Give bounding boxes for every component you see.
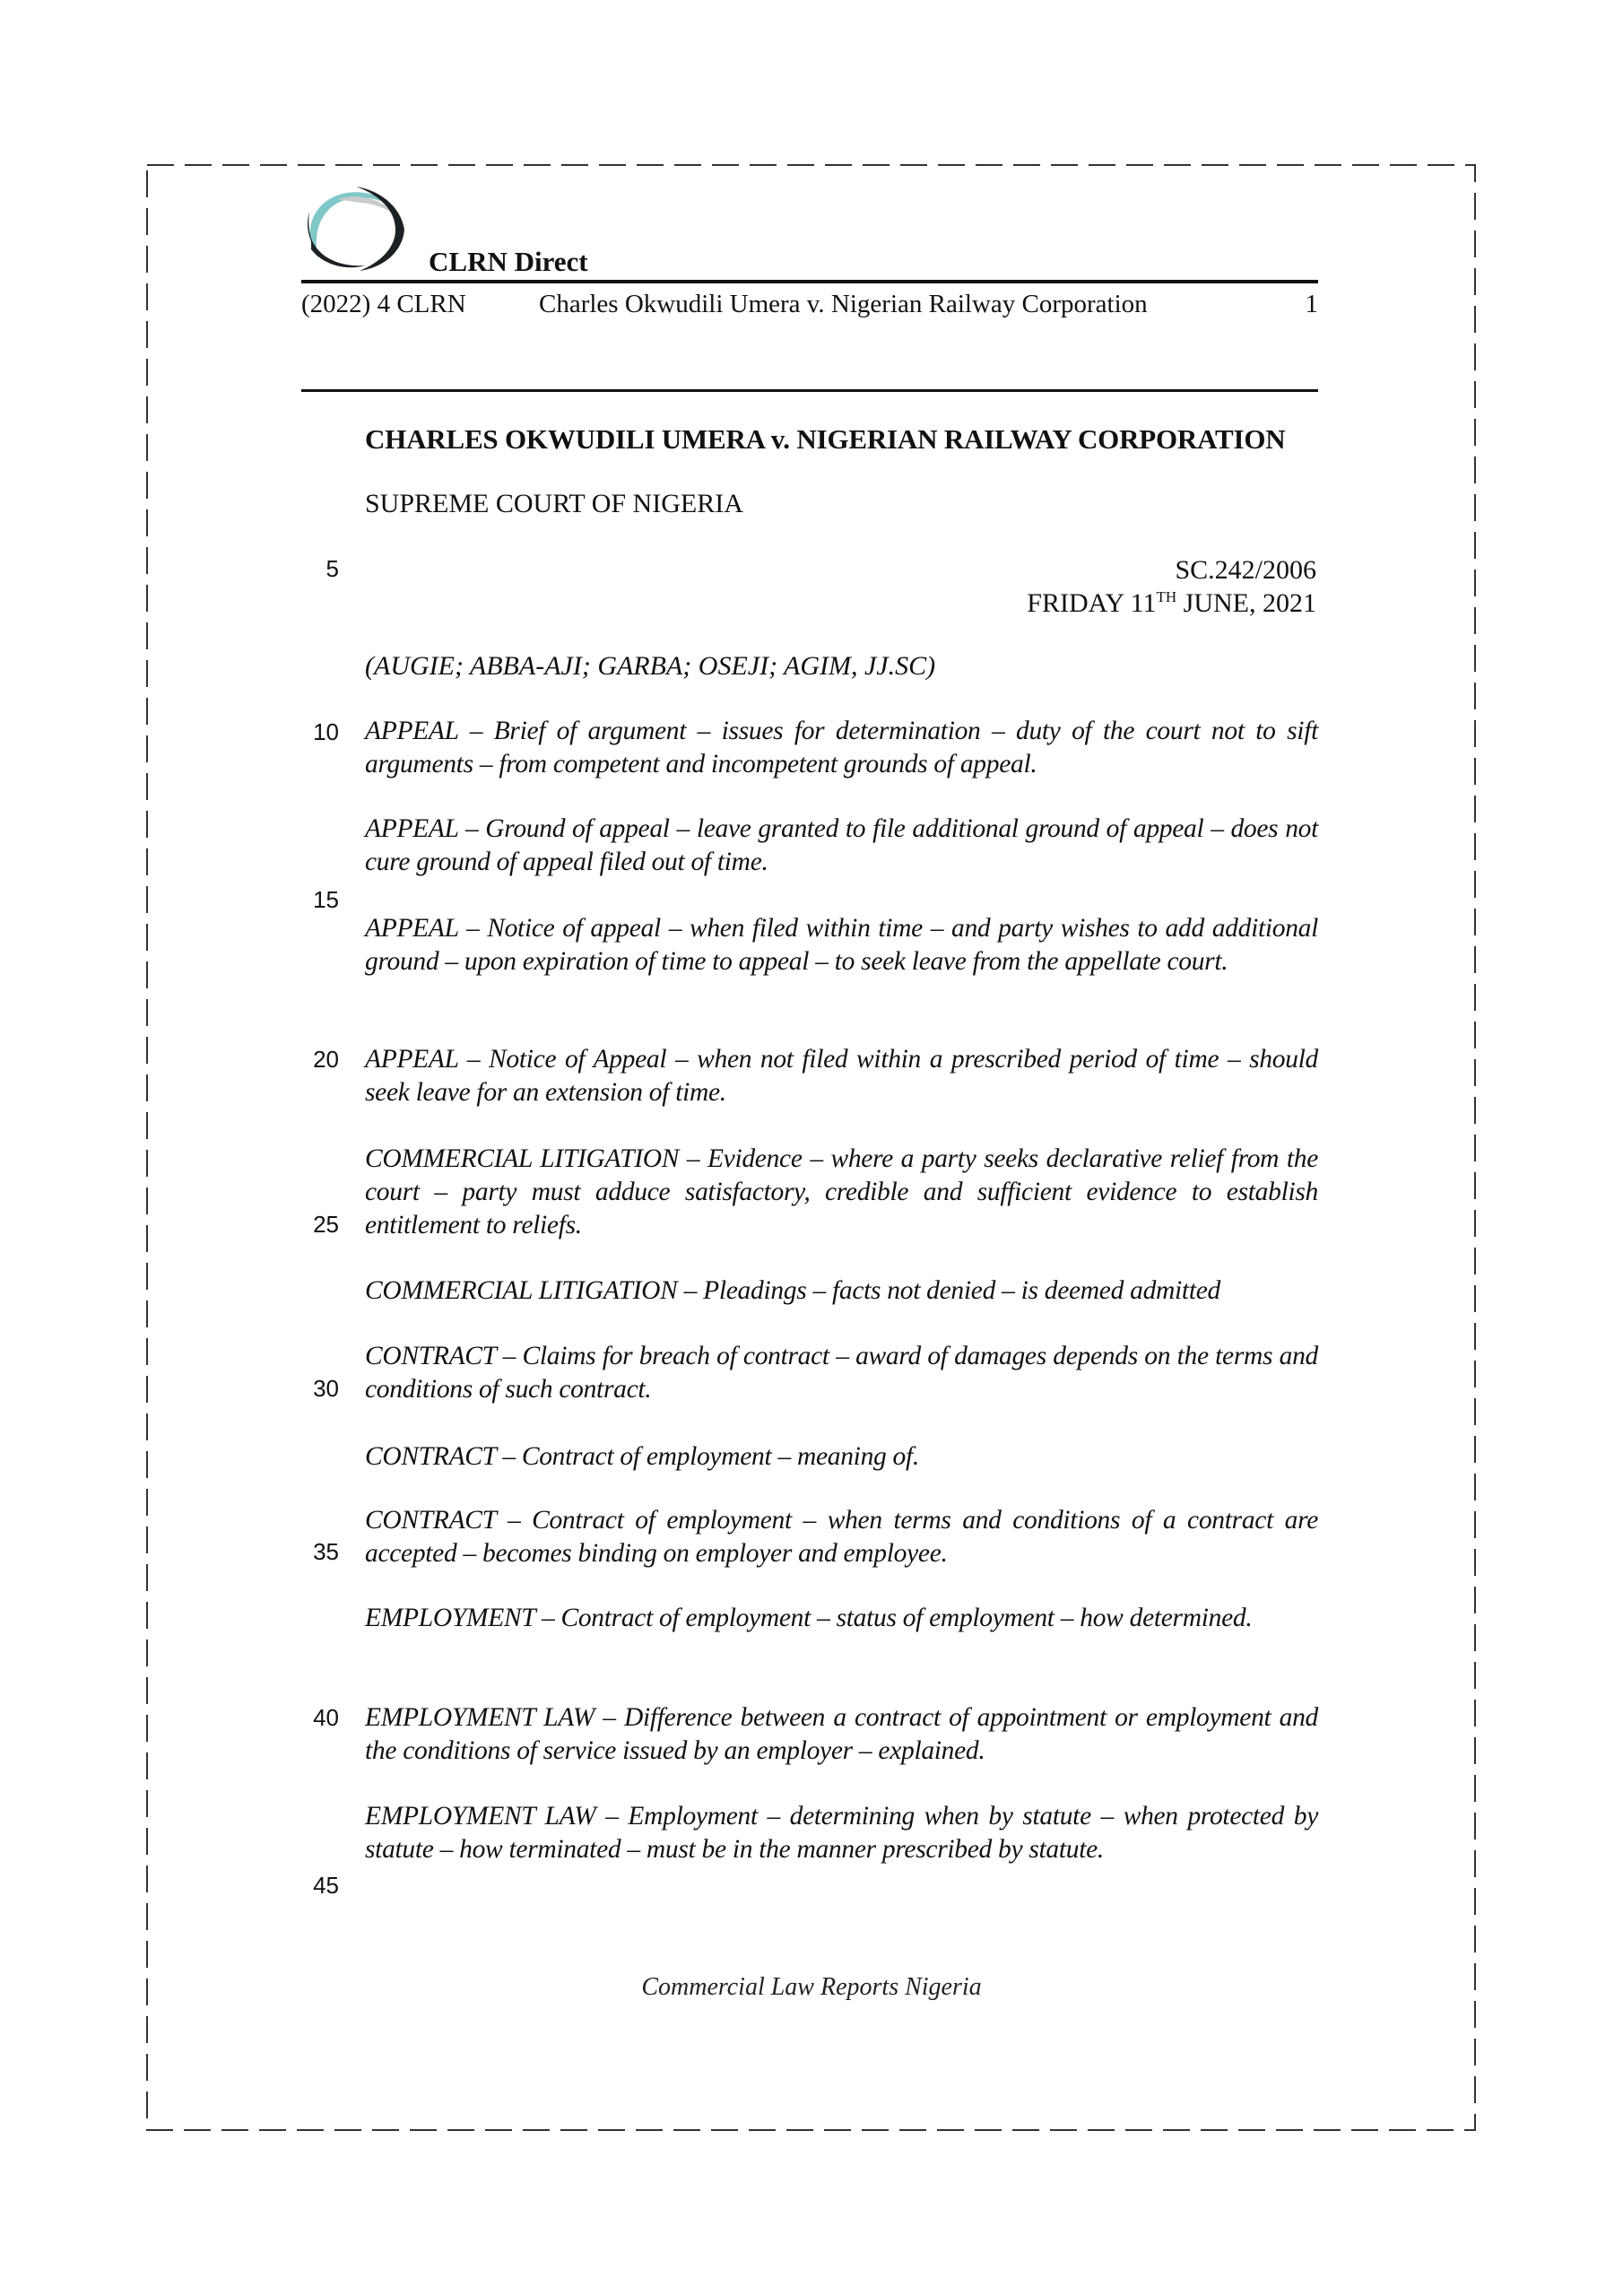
line-number: 35: [313, 1538, 339, 1565]
catchword-paragraph: APPEAL – Ground of appeal – leave granted to file additional ground of appeal – does not cure ground of appeal filed out of time.: [365, 814, 1318, 876]
report-citation: (2022) 4 CLRN: [301, 290, 466, 318]
catchword-paragraph: APPEAL – Notice of appeal – when filed within time – and party wishes to add additional ground – upon expiration of time to appeal – to seek leave from the appellate court.: [365, 914, 1318, 976]
catchword-paragraph: EMPLOYMENT – Contract of employment – status of employment – how determined.: [365, 1604, 1253, 1632]
catchword-paragraph: APPEAL – Brief of argument – issues for determination – duty of the court not to sift arguments – from competent and incompetent grounds of appeal.: [365, 717, 1318, 778]
line-number: 5: [325, 555, 339, 582]
brand-name: CLRN Direct: [429, 246, 588, 277]
section-rule: [301, 389, 1318, 392]
clrn-logo-icon: [302, 185, 408, 274]
catchword-paragraph: CONTRACT – Claims for breach of contract – award of damages depends on the terms and conditions of such contract.: [365, 1342, 1318, 1404]
case-meta: [1027, 553, 1316, 620]
running-head-case-title: Charles Okwudili Umera v. Nigerian Railway Corporation: [539, 290, 1148, 318]
date-day: FRIDAY 11: [1027, 588, 1157, 618]
case-title: CHARLES OKWUDILI UMERA v. NIGERIAN RAILWAY CORPORATION: [365, 423, 1286, 455]
catchword-paragraph: COMMERCIAL LITIGATION – Pleadings – facts not denied – is deemed admitted: [365, 1276, 1220, 1305]
suit-number: SC.242/2006: [1175, 555, 1316, 585]
line-number: 15: [313, 886, 339, 913]
judgment-date: [1027, 587, 1316, 620]
date-ordinal: TH: [1156, 588, 1177, 605]
catchword-paragraph: EMPLOYMENT LAW – Difference between a contract of appointment or employment and the conditions of service issued by an employer – explained.: [365, 1703, 1318, 1765]
catchword-paragraph: CONTRACT – Contract of employment – when terms and conditions of a contract are accepted – becomes binding on employer and employee.: [365, 1506, 1318, 1568]
judges-panel: (AUGIE; ABBA-AJI; GARBA; OSEJI; AGIM, JJ.SC): [365, 651, 936, 681]
catchword-paragraph: EMPLOYMENT LAW – Employment – determining when by statute – when protected by statute – how terminated – must be in the manner prescribed by statute.: [365, 1802, 1318, 1864]
page-number: 1: [1305, 290, 1318, 318]
footer-publication: Commercial Law Reports Nigeria: [641, 1973, 982, 2001]
header-rule: [301, 280, 1318, 283]
line-number: 45: [313, 1872, 339, 1899]
catchword-paragraph: COMMERCIAL LITIGATION – Evidence – where a party seeks declarative relief from the court – party must adduce satisfactory, credible and sufficient evidence to establish entitlement to reliefs.: [365, 1144, 1318, 1239]
court-name: SUPREME COURT OF NIGERIA: [365, 489, 743, 518]
line-number: 20: [313, 1046, 339, 1073]
line-number: 25: [313, 1211, 339, 1238]
line-number: 30: [313, 1375, 339, 1402]
line-number: 40: [313, 1704, 339, 1731]
line-number: 10: [313, 718, 339, 745]
catchword-paragraph: CONTRACT – Contract of employment – meaning of.: [365, 1442, 919, 1471]
catchword-paragraph: APPEAL – Notice of Appeal – when not filed within a prescribed period of time – should seek leave for an extension of time.: [365, 1045, 1318, 1107]
date-month-year: JUNE, 2021: [1176, 588, 1316, 618]
